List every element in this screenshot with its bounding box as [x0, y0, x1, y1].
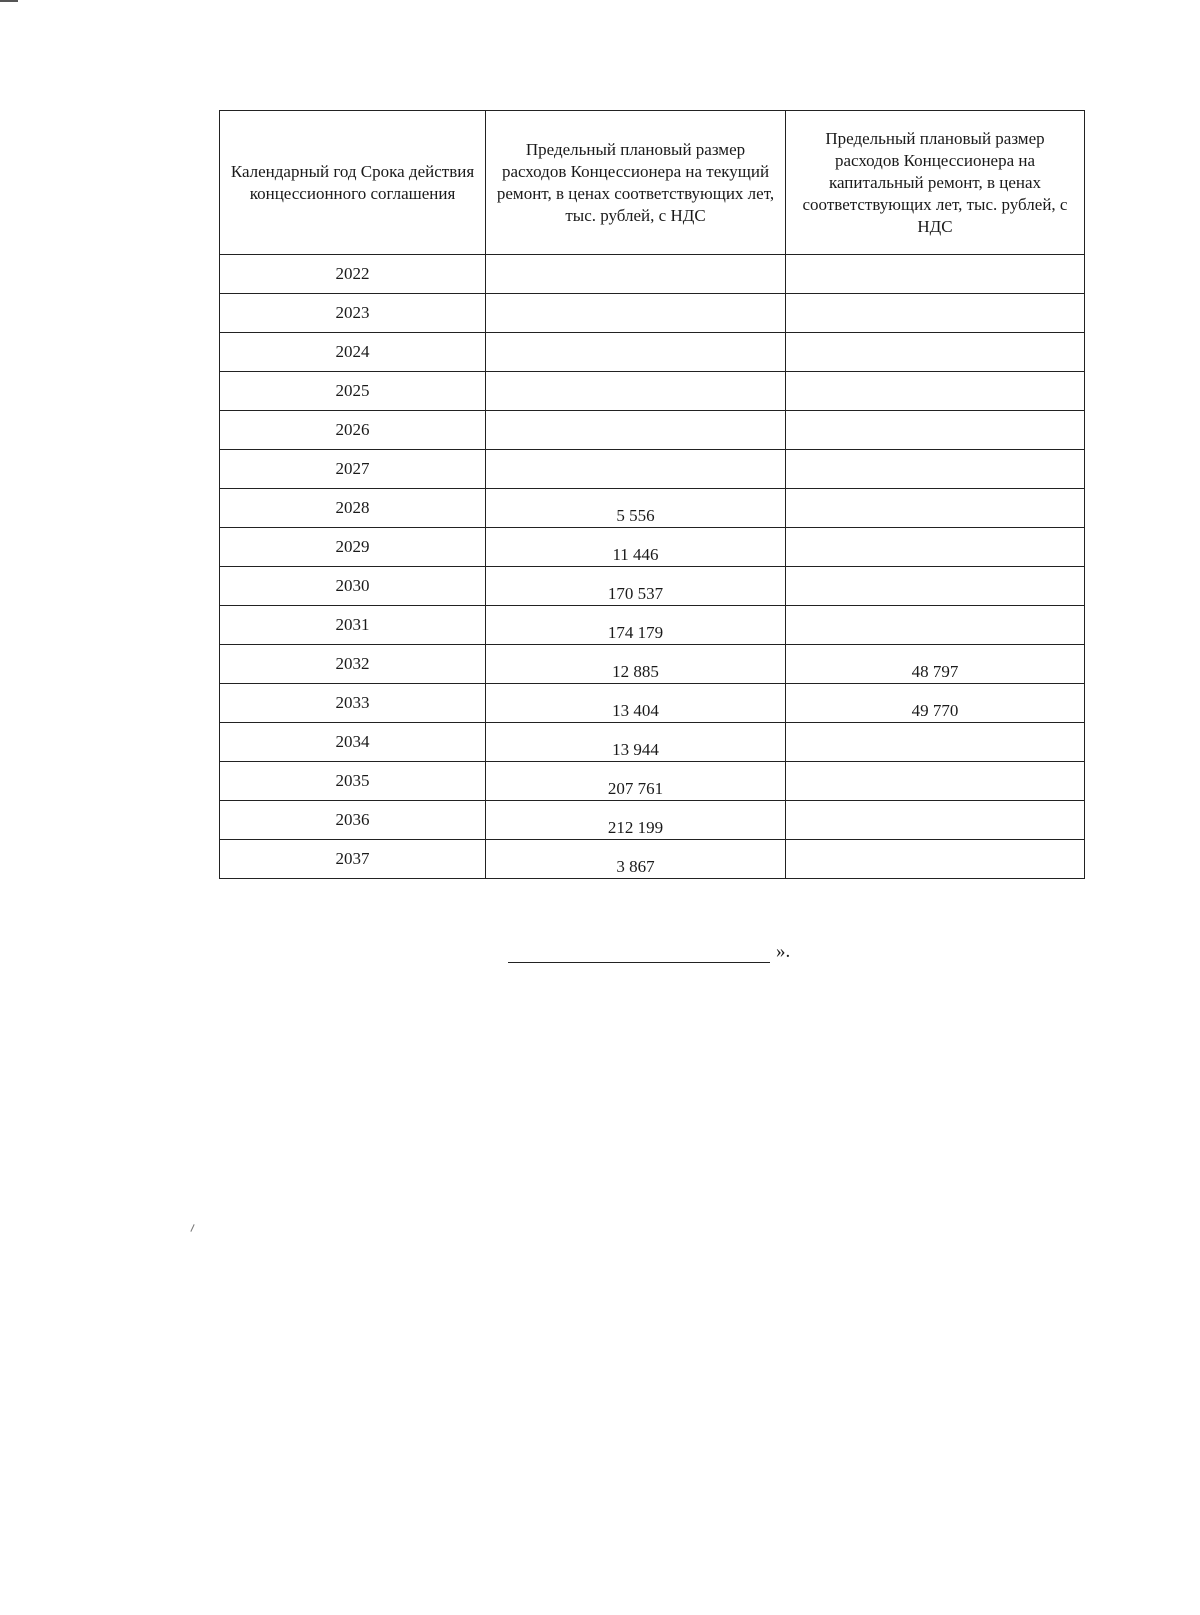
table-row — [220, 372, 1085, 411]
year-cell: 2028 — [220, 489, 486, 528]
capital-repair-cell — [786, 606, 1085, 645]
year-cell: 2023 — [220, 294, 486, 333]
table-row — [220, 411, 1085, 450]
capital-repair-cell — [786, 333, 1085, 372]
signature-blank-line — [508, 940, 770, 963]
year-cell: 2033 — [220, 684, 486, 723]
year-cell: 2022 — [220, 255, 486, 294]
current-repair-cell: 11 446 — [486, 528, 786, 567]
table-row — [220, 294, 1085, 333]
current-repair-cell: 212 199 — [486, 801, 786, 840]
header-capital-repair: Предельный плановый размер расходов Концессионера на капитальный ремонт, в ценах соответствующих лет, тыс. рублей, с НДС — [786, 111, 1085, 255]
year-cell: 2032 — [220, 645, 486, 684]
table-row — [220, 645, 1085, 684]
table-header-row — [220, 111, 1085, 255]
table-row — [220, 840, 1085, 879]
year-cell: 2035 — [220, 762, 486, 801]
capital-repair-cell — [786, 762, 1085, 801]
year-cell: 2024 — [220, 333, 486, 372]
table-row — [220, 723, 1085, 762]
table-row — [220, 762, 1085, 801]
header-year: Календарный год Срока действия концессионного соглашения — [220, 111, 486, 255]
current-repair-cell: 3 867 — [486, 840, 786, 879]
capital-repair-cell — [786, 294, 1085, 333]
current-repair-cell — [486, 450, 786, 489]
current-repair-cell — [486, 294, 786, 333]
current-repair-cell: 207 761 — [486, 762, 786, 801]
current-repair-cell: 12 885 — [486, 645, 786, 684]
current-repair-cell: 174 179 — [486, 606, 786, 645]
year-cell: 2026 — [220, 411, 486, 450]
capital-repair-cell — [786, 567, 1085, 606]
table-row — [220, 684, 1085, 723]
capital-repair-cell — [786, 450, 1085, 489]
table-row — [220, 801, 1085, 840]
current-repair-cell: 170 537 — [486, 567, 786, 606]
current-repair-cell — [486, 333, 786, 372]
capital-repair-cell — [786, 801, 1085, 840]
year-cell: 2036 — [220, 801, 486, 840]
scan-edge-mark — [0, 0, 18, 2]
current-repair-cell — [486, 411, 786, 450]
year-cell: 2030 — [220, 567, 486, 606]
table-row — [220, 450, 1085, 489]
closing-line — [508, 940, 790, 963]
current-repair-cell — [486, 255, 786, 294]
current-repair-cell: 13 944 — [486, 723, 786, 762]
table-row — [220, 333, 1085, 372]
year-cell: 2037 — [220, 840, 486, 879]
table-body — [220, 255, 1085, 879]
table-row — [220, 567, 1085, 606]
capital-repair-cell — [786, 840, 1085, 879]
table-row — [220, 489, 1085, 528]
table-row — [220, 255, 1085, 294]
year-cell: 2031 — [220, 606, 486, 645]
capital-repair-cell — [786, 723, 1085, 762]
repair-expenses-table — [219, 110, 1085, 879]
capital-repair-cell: 49 770 — [786, 684, 1085, 723]
capital-repair-cell — [786, 255, 1085, 294]
year-cell: 2034 — [220, 723, 486, 762]
table-row — [220, 528, 1085, 567]
capital-repair-cell: 48 797 — [786, 645, 1085, 684]
table-row — [220, 606, 1085, 645]
year-cell: 2029 — [220, 528, 486, 567]
closing-quote: ». — [776, 941, 791, 962]
year-cell: 2027 — [220, 450, 486, 489]
capital-repair-cell — [786, 528, 1085, 567]
header-current-repair: Предельный плановый размер расходов Концессионера на текущий ремонт, в ценах соответствующих лет, тыс. рублей, с НДС — [486, 111, 786, 255]
year-cell: 2025 — [220, 372, 486, 411]
current-repair-cell: 5 556 — [486, 489, 786, 528]
stray-scan-mark — [190, 1224, 194, 1232]
capital-repair-cell — [786, 489, 1085, 528]
capital-repair-cell — [786, 411, 1085, 450]
current-repair-cell — [486, 372, 786, 411]
capital-repair-cell — [786, 372, 1085, 411]
current-repair-cell: 13 404 — [486, 684, 786, 723]
